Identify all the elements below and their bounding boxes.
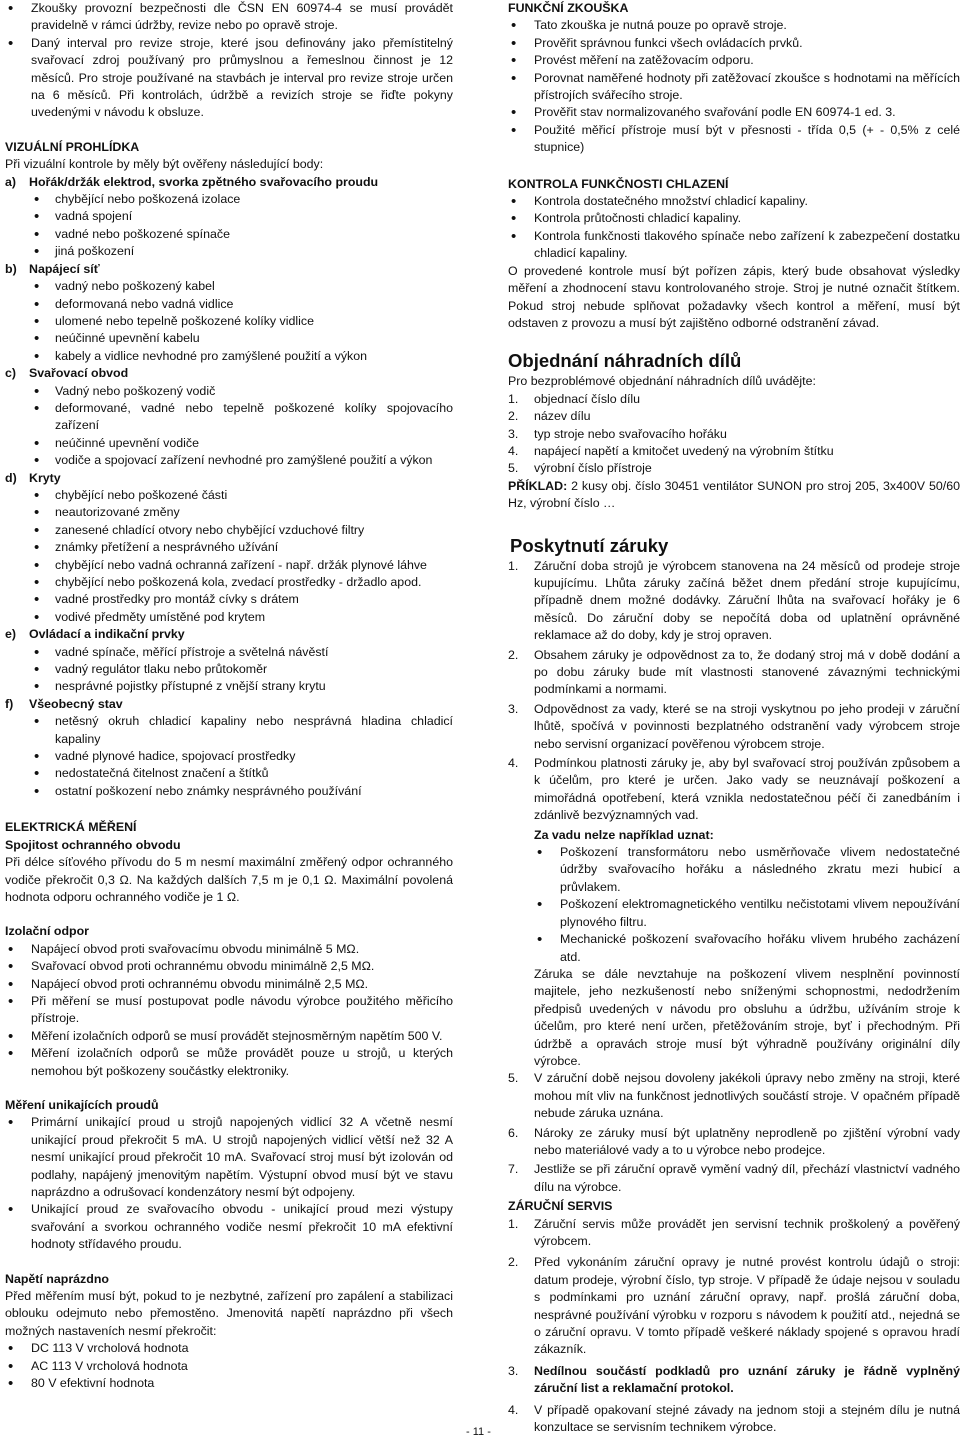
item-text: Nároky ze záruky musí být uplatněny neprodleně po zjištění výrobní vady nebo materiálové vady a to u výrobce nebo prodejce. bbox=[534, 1125, 960, 1157]
item-text: V záruční době nejsou dovoleny jakékoli úpravy nebo změny na stroji, které mohou mít vliv na funkčnost jednotlivých součástí stroje. V opačném případě nebude záruka uznána. bbox=[534, 1071, 960, 1121]
visual-section-items bbox=[5, 713, 453, 800]
list-item: • známky přetížení a nesprávného užívání bbox=[5, 539, 453, 556]
order-example bbox=[508, 478, 960, 513]
list-item: • Kontrola dostatečného množství chladicí kapaliny. bbox=[508, 193, 960, 210]
item-number: 4. bbox=[508, 1402, 519, 1417]
numbered-item bbox=[508, 1216, 960, 1251]
list-item: • Napájecí obvod proti svařovacímu obvodu minimálně 5 MΩ. bbox=[5, 941, 453, 958]
example-label: PŘÍKLAD: bbox=[508, 478, 568, 493]
cooling-list bbox=[508, 193, 960, 263]
leakage-title: Měření unikajících proudů bbox=[5, 1097, 159, 1112]
list-item: • Poškození elektromagnetického ventilku nečistotami vlivem nepoužívání plynového filtru. bbox=[508, 896, 960, 931]
functional-title: FUNKČNÍ ZKOUŠKA bbox=[508, 1, 629, 15]
list-item: • Porovnat naměřené hodnoty při zatěžovací zkoušce s hodnotami na měřících přístrojích svářecího stroje. bbox=[508, 70, 960, 105]
list-item: • jiná poškození bbox=[5, 243, 453, 260]
list-item: • Kontrola funkčnosti tlakového spínače nebo zařízení k zabezpečení dostatku chladicí kapaliny. bbox=[508, 228, 960, 263]
list-item: • ulomené nebo tepelně poškozené kolíky vidlice bbox=[5, 313, 453, 330]
list-item: • nesprávné pojistky přístupné z vnější strany krytu bbox=[5, 678, 453, 695]
list-item: • Napájecí obvod proti ochrannému obvodu minimálně 2,5 MΩ. bbox=[5, 976, 453, 993]
list-item: • Poškození transformátoru nebo usměrňovače vlivem nedostatečné údržby svařovacího hořáku a následného zkratu mezi hubicí a průvlakem. bbox=[508, 844, 960, 896]
list-item: • Daný interval pro revize stroje, které jsou definovány jako přemístitelný svařovací zdroj používaný pro průmyslnou a řemeslnou činnost je 12 měsíců. Pro stroje používané na stavbách je interval pro revize stroje určen na 6 měsíců. Při kontrolách, údržbě a revizích stroje se řiďte pokyny uvedenými v návodu k obsluze. bbox=[5, 35, 453, 122]
intro-list bbox=[5, 0, 453, 122]
service-title: ZÁRUČNÍ SERVIS bbox=[508, 1199, 613, 1214]
item-number: 2. bbox=[508, 1255, 519, 1270]
list-item: • Měření izolačních odporů se může provádět pouze u strojů, u kterých nemohou být poškozeny součástky elektroniky. bbox=[5, 1045, 453, 1080]
numbered-item bbox=[508, 1125, 960, 1160]
visual-section-heading bbox=[5, 696, 453, 713]
numbered-item bbox=[508, 426, 960, 443]
section-key: b) bbox=[5, 261, 17, 276]
list-item: • Při měření se musí postupovat podle návodu výrobce použitého měřicího přístroje. bbox=[5, 993, 453, 1028]
item-text: napájecí napětí a kmitočet uvedený na výrobním štítku bbox=[534, 443, 834, 458]
list-item: • vadný nebo poškozený kabel bbox=[5, 278, 453, 295]
cooling-title: KONTROLA FUNKČNOSTI CHLAZENÍ bbox=[508, 176, 729, 191]
numbered-item bbox=[508, 558, 960, 645]
visual-section-items bbox=[5, 383, 453, 470]
visual-intro: Při vizuální kontrole by měly být ověřeny následující body: bbox=[5, 157, 324, 172]
list-item: • Unikající proud ze svařovacího obvodu - unikající proud mezi výstupy svařování a svorkou ochranného vodiče nesmí překročit 10 mA efektivní hodnoty střídavého proudu. bbox=[5, 1201, 453, 1253]
item-number: 7. bbox=[508, 1162, 519, 1177]
list-item: • zanesené chladící otvory nebo chybějící vzduchové filtry bbox=[5, 522, 453, 539]
item-text: Záruční servis může provádět jen servisní technik proškolený a pověřený výrobcem. bbox=[534, 1216, 960, 1248]
list-item: • vadné prostředky pro montáž cívky s drátem bbox=[5, 591, 453, 608]
noload-title: Napětí naprázdno bbox=[5, 1271, 109, 1286]
item-number: 2. bbox=[508, 409, 519, 424]
warranty-list bbox=[508, 558, 960, 825]
item-number: 3. bbox=[508, 701, 519, 716]
section-key: f) bbox=[5, 696, 14, 711]
list-item: • Mechanické poškození svařovacího hořáku vlivem hrubého zacházení atd. bbox=[508, 931, 960, 966]
list-item: • vadná spojení bbox=[5, 208, 453, 225]
list-item: • Vadný nebo poškozený vodič bbox=[5, 383, 453, 400]
item-text: Odpovědnost za vady, které se na stroji vyskytnou po jeho prodeji v záruční lhůtě, spočívá v povinnosti bezplatného odstranění vady výrobcem stroje nebo servisní organizací pověřenou výrobcem stroje. bbox=[534, 701, 960, 751]
continuity-title: Spojitost ochranného obvodu bbox=[5, 837, 181, 852]
list-item: • Primární unikající proud u strojů napojených vidlicí 32 A včetně nesmí unikající proud překročit 5 mA. U strojů napojených vidlicí větší než 32 A nesmí unikající proud překročit 10 mA. Svařovací stroj musí být izolován od podlahy, napájený jmenovitým napětím. Výstupní obvod musí být ve stavu naprázdno a odrušovací kondenzátory nesmí být odpojeny. bbox=[5, 1114, 453, 1201]
numbered-item bbox=[508, 1070, 960, 1122]
list-item: • vadné plynové hadice, spojovací prostředky bbox=[5, 748, 453, 765]
list-item: • Prověřit stav normalizovaného svařování podle EN 60974-1 ed. 3. bbox=[508, 104, 960, 121]
item-text: typ stroje nebo svařovacího hořáku bbox=[534, 426, 727, 441]
list-item: • chybějící nebo poškozená izolace bbox=[5, 191, 453, 208]
item-text: název dílu bbox=[534, 409, 591, 424]
order-list bbox=[508, 391, 960, 478]
electric-title: ELEKTRICKÁ MĚŘENÍ bbox=[5, 820, 137, 835]
item-text: Podmínkou platnosti záruky je, aby byl svařovací stroj používán způsobem a k účelům, pro které je určen. Jako vady se neuznávají poškození a mimořádná opotřebení, která vznikla nedostatečnou péčí či zanedbáním i zdánlivě bezvýznamných vad. bbox=[534, 756, 960, 823]
section-key: d) bbox=[5, 470, 17, 485]
item-number: 1. bbox=[508, 558, 519, 573]
numbered-item bbox=[508, 1161, 960, 1196]
numbered-item bbox=[508, 391, 960, 408]
item-text: Obsahem záruky je odpovědnost za to, že dodaný stroj má v době dodání a po dobu záruky bude mít vlastnosti stanovené závaznými technickými podmínkami a normami. bbox=[534, 647, 960, 697]
item-number: 2. bbox=[508, 647, 519, 662]
item-text: Před vykonáním záruční opravy je nutné provést kontrolu údajů o stroji: datum prodeje, výrobní číslo, typ stroje. V případě že údaje nejsou v souladu s podmínkami pro uznání záruční opravy, např. prošlá záruční doba, nesprávné používání výrobku v rozporu s návodem k použití atd., nejedná se o záruční opravu. V tomto případě veškeré náklady spojené s opravou hradí zákazník. bbox=[534, 1255, 960, 1357]
list-item: • Svařovací obvod proti ochrannému obvodu minimálně 2,5 MΩ. bbox=[5, 958, 453, 975]
visual-section-heading bbox=[5, 365, 453, 382]
section-title: Kryty bbox=[29, 470, 61, 485]
order-title: Objednání náhradních dílů bbox=[508, 350, 742, 372]
list-item: • neúčinné upevnění kabelu bbox=[5, 330, 453, 347]
visual-section-heading bbox=[5, 470, 453, 487]
list-item: • neautorizované změny bbox=[5, 504, 453, 521]
list-item: • AC 113 V vrcholová hodnota bbox=[5, 1358, 453, 1375]
list-item: • deformované, vadné nebo tepelně poškozené kolíky spojovacího zařízení bbox=[5, 400, 453, 435]
section-key: e) bbox=[5, 627, 17, 642]
list-item: • Měření izolačních odporů se musí provádět stejnosměrným napětím 500 V. bbox=[5, 1028, 453, 1045]
list-item: • vadné spínače, měřící přístroje a světelná návěstí bbox=[5, 644, 453, 661]
item-number: 3. bbox=[508, 1363, 519, 1378]
list-item: • Zkoušky provozní bezpečnosti dle ČSN EN 60974-4 se musí provádět pravidelně v rámci údržby, revize nebo po opravě stroje. bbox=[5, 0, 453, 35]
item-text: Nedílnou součástí podkladů pro uznání záruky je řádně vyplněný záruční list a reklamační protokol. bbox=[534, 1363, 960, 1396]
section-title: Svařovací obvod bbox=[29, 366, 129, 381]
numbered-item bbox=[508, 460, 960, 477]
warranty-list-2 bbox=[508, 1070, 960, 1196]
item-number: 1. bbox=[508, 391, 519, 406]
list-item: • Kontrola průtočnosti chladicí kapaliny. bbox=[508, 210, 960, 227]
section-key: a) bbox=[5, 174, 17, 189]
order-intro: Pro bezproblémové objednání náhradních dílů uvádějte: bbox=[508, 374, 816, 389]
item-number: 3. bbox=[508, 426, 519, 441]
item-text: výrobní číslo přístroje bbox=[534, 461, 652, 476]
noload-list bbox=[5, 1340, 453, 1392]
numbered-item bbox=[508, 1363, 960, 1398]
example-text: 2 kusy obj. číslo 30451 ventilátor SUNON pro stroj 205, 3x400V 50/60 Hz, výrobní číslo … bbox=[508, 478, 960, 511]
item-text: Jestliže se při záruční opravě vymění vadný díl, přechází vlastnictví vadného dílu na výrobce. bbox=[534, 1162, 960, 1194]
left-column bbox=[5, 0, 453, 1392]
list-item: • chybějící nebo vadná ochranná zařízení - např. držák plynové láhve bbox=[5, 557, 453, 574]
numbered-item bbox=[508, 1402, 960, 1437]
page-number: - 11 - bbox=[466, 1426, 491, 1438]
visual-section-items bbox=[5, 191, 453, 261]
section-title: Napájecí síť bbox=[29, 261, 100, 276]
numbered-item bbox=[508, 1254, 960, 1358]
numbered-item bbox=[508, 701, 960, 753]
visual-section-items bbox=[5, 644, 453, 696]
numbered-item bbox=[508, 647, 960, 699]
item-number: 1. bbox=[508, 1216, 519, 1231]
noload-text: Před měřením musí být, pokud to je nezbytné, zařízení pro zapálení a stabilizaci oblouku odejmuto nebo přemostěno. Jmenovitá napětí naprázdno při všech možných nastaveních nesmí překročit: bbox=[5, 1289, 453, 1338]
list-item: • vodiče a spojovací zařízení nevhodné pro zamýšlené použití a výkon bbox=[5, 452, 453, 469]
list-item: • deformovaná nebo vadná vidlice bbox=[5, 296, 453, 313]
list-item: • nedostatečná čitelnost značení a štítků bbox=[5, 765, 453, 782]
visual-section-items bbox=[5, 278, 453, 365]
continuity-text: Při délce síťového přívodu do 5 m nesmí maximální změřený odpor ochranného vodiče překročit 0,3 Ω. Na každých dalších 7,5 m je 0,1 Ω. Maximální povolená hodnota odporu ochranného vodiče je 1 Ω. bbox=[5, 855, 453, 904]
visual-title: VIZUÁLNÍ PROHLÍDKA bbox=[5, 139, 140, 154]
list-item: • chybějící nebo poškozená kola, zvedací prostředky - držadlo apod. bbox=[5, 574, 453, 591]
list-item: • Použité měřicí přístroje musí být v přesnosti - třída 0,5 (+ - 0,5% z celé stupnice) bbox=[508, 122, 960, 157]
warranty-title: Poskytnutí záruky bbox=[510, 534, 669, 556]
item-number: 4. bbox=[508, 756, 519, 771]
list-item: • Prověřit správnou funkci všech ovládacích prvků. bbox=[508, 35, 960, 52]
visual-sections bbox=[5, 174, 453, 801]
section-title: Hořák/držák elektrod, svorka zpětného svařovacího proudu bbox=[29, 174, 379, 189]
item-text: Záruční doba strojů je výrobcem stanovena na 24 měsíců od prodeje stroje kupujícímu. Lhůta záruky začíná běžet dnem předání stroje kupujícímu, případně dnem možné dodávky. Záruční lhůta na svařovací hořáky je 6 měsíců. Do záruční doby se nepočítá doba od uplatnění oprávněné reklamace až do doby, kdy je stroj opraven. bbox=[534, 558, 960, 643]
section-key: c) bbox=[5, 366, 17, 381]
insulation-title: Izolační odpor bbox=[5, 924, 89, 939]
item-text: objednací číslo dílu bbox=[534, 391, 641, 406]
visual-section-items bbox=[5, 487, 453, 626]
insulation-list bbox=[5, 941, 453, 1080]
list-item: • kabely a vidlice nevhodné pro zamýšlené použití a výkon bbox=[5, 348, 453, 365]
not-defect-text: Záruka se dále nevztahuje na poškození vlivem nesplnění povinností majitele, jeho nezkušeností nebo sníženými schopnostmi, nedodržením předpisů uvedených v návodu pro obsluhu a údržbu, užíváním stroje k účelům, pro které není určen, přetěžováním stroje, byť i přechodným. Při údržbě a opravách stroje musí být výhradně používány originální díly výrobce. bbox=[534, 966, 960, 1068]
item-number: 5. bbox=[508, 1071, 519, 1086]
list-item: • DC 113 V vrcholová hodnota bbox=[5, 1340, 453, 1357]
numbered-item bbox=[508, 443, 960, 460]
list-item: • Provést měření na zatěžovacím odporu. bbox=[508, 52, 960, 69]
visual-section-heading bbox=[5, 174, 453, 191]
not-defect-title: Za vadu nelze například uznat: bbox=[534, 827, 714, 842]
right-column bbox=[508, 0, 960, 1440]
list-item: • vadné nebo poškozené spínače bbox=[5, 226, 453, 243]
service-list bbox=[508, 1216, 960, 1437]
visual-section-heading bbox=[5, 626, 453, 643]
numbered-item bbox=[508, 755, 960, 825]
list-item: • neúčinné upevnění vodiče bbox=[5, 435, 453, 452]
list-item: • chybějící nebo poškozené části bbox=[5, 487, 453, 504]
list-item: • netěsný okruh chladicí kapaliny nebo nesprávná hladina chladicí kapaliny bbox=[5, 713, 453, 748]
leakage-list bbox=[5, 1114, 453, 1253]
cooling-text: O provedené kontrole musí být pořízen zápis, který bude obsahovat výsledky měření a zhodnocení stavu kontrolovaného stroje. Stroj je nutné označit štítkem. Pokud stroj nebude splňovat požadavky všech kontrol a měření, musí být odstaven z provozu a musí být zajištěno odborné odstranění závad. bbox=[508, 263, 960, 330]
item-number: 6. bbox=[508, 1125, 519, 1140]
list-item: • ostatní poškození nebo známky nesprávného používání bbox=[5, 783, 453, 800]
list-item: • Tato zkouška je nutná pouze po opravě stroje. bbox=[508, 17, 960, 34]
list-item: • vadný regulátor tlaku nebo průtokoměr bbox=[5, 661, 453, 678]
not-defect-list bbox=[508, 844, 960, 966]
functional-list bbox=[508, 17, 960, 156]
item-text: V případě opakovaní stejné závady na jednom stoji a stejném dílu je nutná konzultace se servisním technikem výrobce. bbox=[534, 1402, 960, 1435]
item-number: 5. bbox=[508, 461, 519, 476]
item-number: 4. bbox=[508, 443, 519, 458]
list-item: • 80 V efektivní hodnota bbox=[5, 1375, 453, 1392]
section-title: Ovládací a indikační prvky bbox=[29, 627, 185, 642]
numbered-item bbox=[508, 408, 960, 425]
visual-section-heading bbox=[5, 261, 453, 278]
section-title: Všeobecný stav bbox=[29, 696, 123, 711]
list-item: • vodivé předměty umístěné pod krytem bbox=[5, 609, 453, 626]
